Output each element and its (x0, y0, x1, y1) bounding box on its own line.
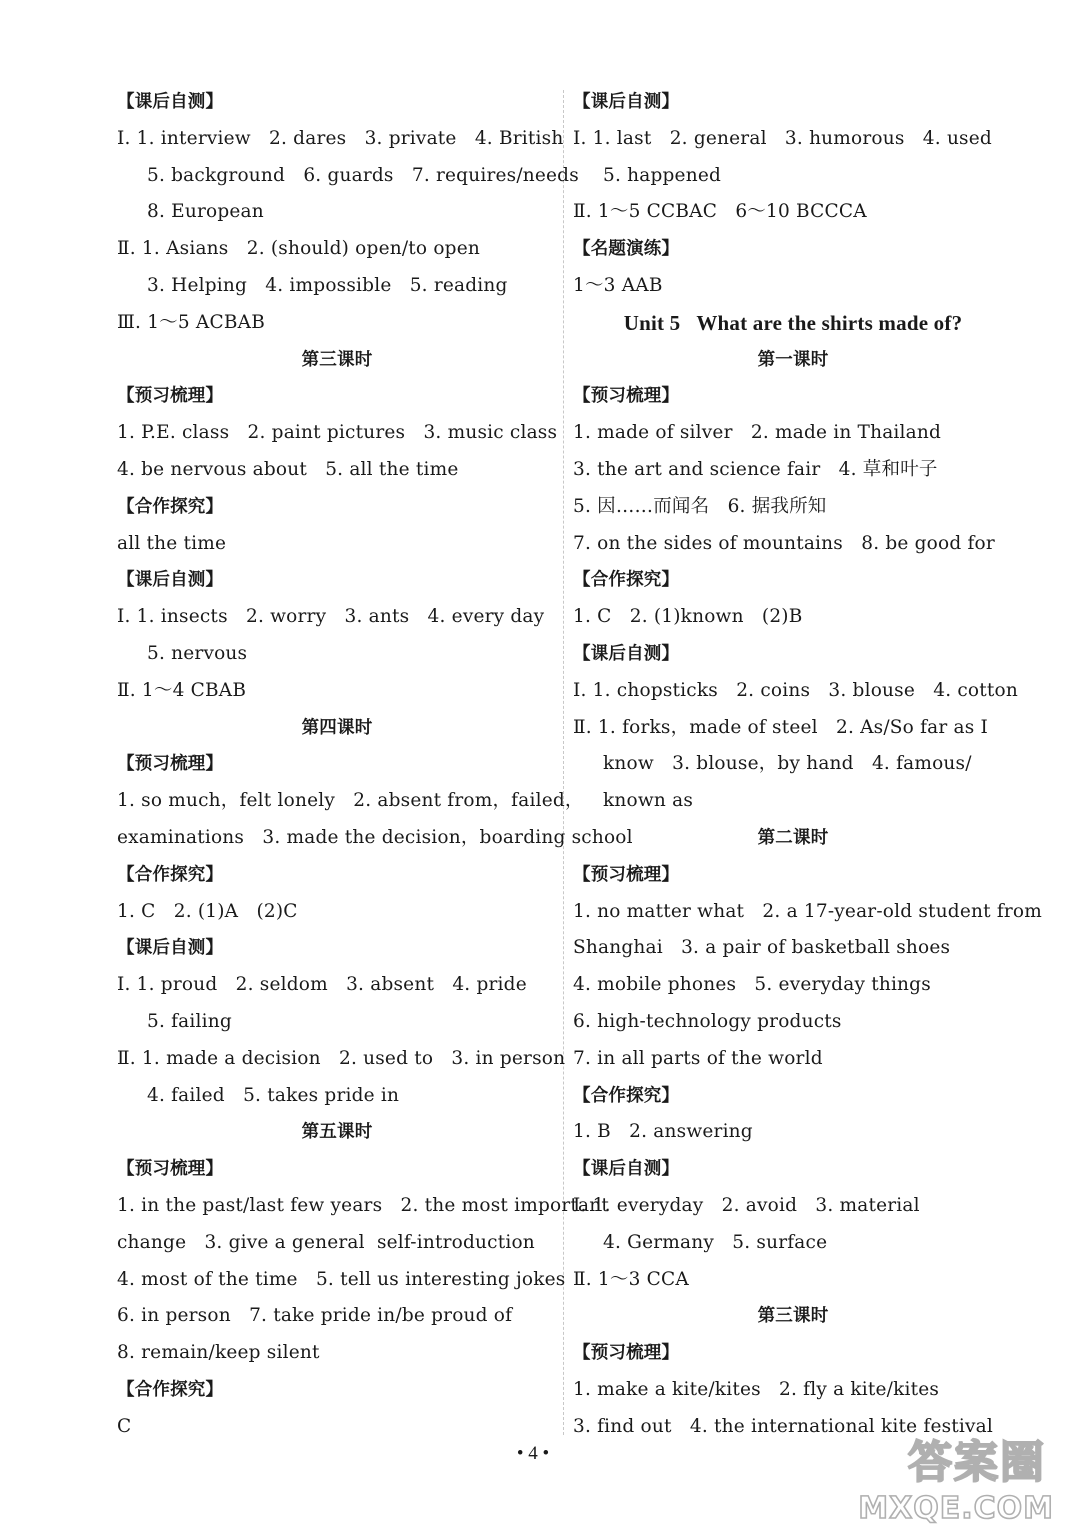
answer-line: 1. so much，felt lonely 2. absent from，failed， (117, 790, 584, 812)
section-heading: 【预习梳理】 (573, 864, 680, 885)
answer-line: 1～3 AAB (573, 274, 663, 296)
answer-line: change 3. give a general self-introduction (117, 1231, 535, 1253)
answer-line: Ⅰ. 1. everyday 2. avoid 3. material (573, 1194, 920, 1216)
answer-line: Ⅰ. 1. interview 2. dares 3. private 4. British (117, 127, 564, 149)
answer-line: 1. no matter what 2. a 17-year-old student from (573, 900, 1043, 922)
section-heading: 【合作探究】 (117, 1379, 224, 1400)
answer-line: know 3. blouse，by hand 4. famous/ (603, 753, 972, 775)
answer-line: Shanghai 3. a pair of basketball shoes (573, 937, 951, 959)
page-number: • 4 • (516, 1443, 550, 1464)
answer-line: 1. C 2. (1)known (2)B (573, 606, 803, 628)
section-heading: 【课后自测】 (117, 570, 224, 591)
answer-line: 1. made of silver 2. made in Thailand (573, 422, 942, 444)
lesson-heading: 第三课时 (301, 349, 373, 370)
answer-line: examinations 3. made the decision，boarding school (117, 826, 633, 848)
section-heading: 【合作探究】 (117, 496, 224, 517)
section-heading: 【课后自测】 (573, 1159, 680, 1180)
answer-line: 1. C 2. (1)A (2)C (117, 900, 298, 922)
answer-line: 5. failing (147, 1010, 232, 1032)
lesson-heading: 第五课时 (301, 1122, 373, 1143)
answer-line: Ⅰ. 1. chopsticks 2. coins 3. blouse 4. cotton (573, 679, 1018, 701)
answer-line: Ⅱ. 1～4 CBAB (117, 679, 247, 701)
section-heading: 【课后自测】 (573, 643, 680, 664)
answer-line: 3. find out 4. the international kite festival (573, 1415, 994, 1437)
answer-line: 6. in person 7. take pride in/be proud of (117, 1305, 513, 1327)
answer-line: Ⅰ. 1. last 2. general 3. humorous 4. used (573, 127, 992, 149)
unit-title: Unit 5 What are the shirts made of? (623, 310, 963, 335)
answer-line: 4. be nervous about 5. all the time (117, 458, 459, 480)
answer-line: Ⅱ. 1. made a decision 2. used to 3. in person (117, 1047, 566, 1069)
answer-line: all the time (117, 532, 227, 554)
section-heading: 【预习梳理】 (117, 754, 224, 775)
answer-line: C (117, 1415, 132, 1437)
section-heading: 【预习梳理】 (573, 1343, 680, 1364)
answer-line: 4. most of the time 5. tell us interesting jokes (117, 1268, 566, 1290)
section-heading: 【课后自测】 (117, 92, 224, 112)
section-heading: 【预习梳理】 (117, 386, 224, 407)
answer-line: 7. on the sides of mountains 8. be good for (573, 532, 995, 554)
answer-line: 3. the art and science fair 4. 草和叶子 (573, 458, 938, 480)
section-heading: 【课后自测】 (573, 92, 680, 112)
section-heading: 【预习梳理】 (117, 1159, 224, 1180)
answer-line: 1. P.E. class 2. paint pictures 3. music class (117, 422, 558, 444)
lesson-heading: 第二课时 (757, 827, 829, 848)
answer-line: Ⅱ. 1～3 CCA (573, 1268, 689, 1290)
lesson-heading: 第四课时 (301, 717, 373, 738)
section-heading: 【合作探究】 (117, 864, 224, 885)
answer-line: Ⅰ. 1. insects 2. worry 3. ants 4. every day (117, 606, 545, 628)
answer-line: Ⅱ. 1～5 CCBAC 6～10 BCCCA (573, 201, 867, 223)
watermark-domain: MXQE.COM (858, 1491, 1054, 1526)
answer-line: 5. happened (603, 164, 722, 186)
watermark-text: 答案圈 (908, 1437, 1046, 1488)
answer-line: 4. mobile phones 5. everyday things (573, 974, 931, 996)
column-divider (563, 90, 564, 1435)
answer-line: Ⅰ. 1. proud 2. seldom 3. absent 4. pride (117, 974, 527, 996)
section-heading: 【合作探究】 (573, 570, 680, 591)
answer-line: 1. B 2. answering (573, 1121, 753, 1143)
right-column (573, 84, 1043, 1445)
answer-line: 4. Germany 5. surface (603, 1231, 828, 1253)
answer-line: known as (603, 790, 694, 812)
answer-line: Ⅱ. 1. Asians 2. (should) open/to open (117, 238, 480, 260)
section-heading: 【课后自测】 (117, 938, 224, 959)
answer-line: 7. in all parts of the world (573, 1047, 823, 1069)
section-heading: 【名题演练】 (573, 239, 680, 260)
answer-line: 5. nervous (147, 642, 248, 664)
answer-line: 6. high-technology products (573, 1010, 842, 1032)
lesson-heading: 第三课时 (757, 1306, 829, 1327)
lesson-heading: 第一课时 (757, 349, 829, 370)
answer-line: 5. background 6. guards 7. requires/needs (147, 164, 579, 186)
watermark-logo (858, 1426, 1054, 1526)
answer-line: 8. European (147, 201, 264, 223)
answer-line: Ⅱ. 1. forks，made of steel 2. As/So far as I (573, 716, 989, 738)
answer-line: 1. in the past/last few years 2. the most important (117, 1194, 610, 1216)
answer-line: 8. remain/keep silent (117, 1342, 320, 1364)
answer-line: Ⅲ. 1～5 ACBAB (117, 311, 265, 333)
answer-line: 1. make a kite/kites 2. fly a kite/kites (573, 1378, 940, 1400)
answer-line: 3. Helping 4. impossible 5. reading (147, 274, 508, 296)
answer-line: 4. failed 5. takes pride in (147, 1084, 400, 1106)
answer-line: 5. 因……而闻名 6. 据我所知 (573, 495, 827, 517)
section-heading: 【预习梳理】 (573, 386, 680, 407)
section-heading: 【合作探究】 (573, 1085, 680, 1106)
